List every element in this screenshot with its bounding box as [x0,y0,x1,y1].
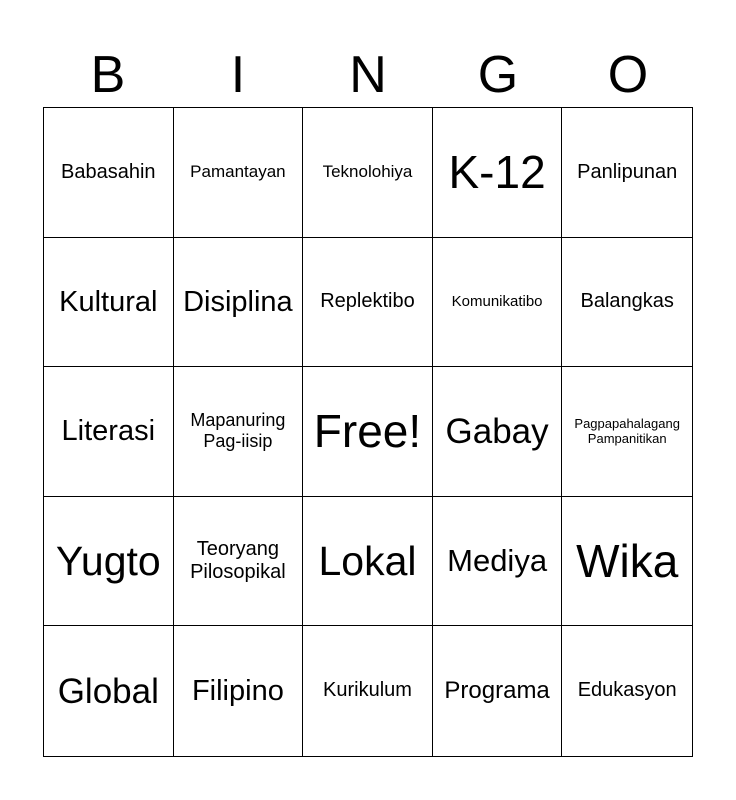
free-space-cell[interactable]: Free! [303,367,433,497]
bingo-cell[interactable]: Replektibo [303,238,433,368]
header-letter-g: G [477,46,519,104]
bingo-cell[interactable]: Wika [562,497,692,627]
bingo-cell[interactable]: Filipino [174,626,304,756]
bingo-cell[interactable]: Balangkas [562,238,692,368]
header-letter-n: N [349,46,387,104]
bingo-cell[interactable]: Programa [433,626,563,756]
bingo-cell[interactable]: Literasi [44,367,174,497]
bingo-cell[interactable]: Lokal [303,497,433,627]
bingo-cell[interactable]: Edukasyon [577,679,677,702]
bingo-cell[interactable]: Mapanuring Pag-iisip [174,367,304,497]
header-letter-b: B [90,46,126,104]
bingo-cell[interactable]: Pagpapahalagang Pampanitikan [562,367,692,497]
bingo-cell[interactable]: Panlipunan [562,108,692,238]
bingo-cell[interactable]: Yugto [44,497,174,627]
bingo-cell[interactable]: Mediya [433,497,563,627]
bingo-board [43,107,693,757]
bingo-cell[interactable]: Disiplina [174,238,304,368]
header-letter-i: I [230,46,246,104]
bingo-cell[interactable]: K-12 [433,108,563,238]
bingo-cell[interactable]: Teknolohiya [303,108,433,238]
bingo-cell[interactable]: Babasahin [44,108,174,238]
bingo-cell[interactable]: Global [44,626,174,756]
bingo-cell[interactable]: Komunikatibo [433,238,563,368]
header-letter-o: O [607,46,649,104]
bingo-cell[interactable]: Teoryang Pilosopikal [174,497,304,627]
bingo-cell[interactable]: Kurikulum [303,626,433,756]
bingo-cell[interactable]: Pamantayan [174,108,304,238]
bingo-cell[interactable]: Kultural [44,238,174,368]
bingo-header [43,44,693,106]
bingo-cell[interactable]: Gabay [433,367,563,497]
